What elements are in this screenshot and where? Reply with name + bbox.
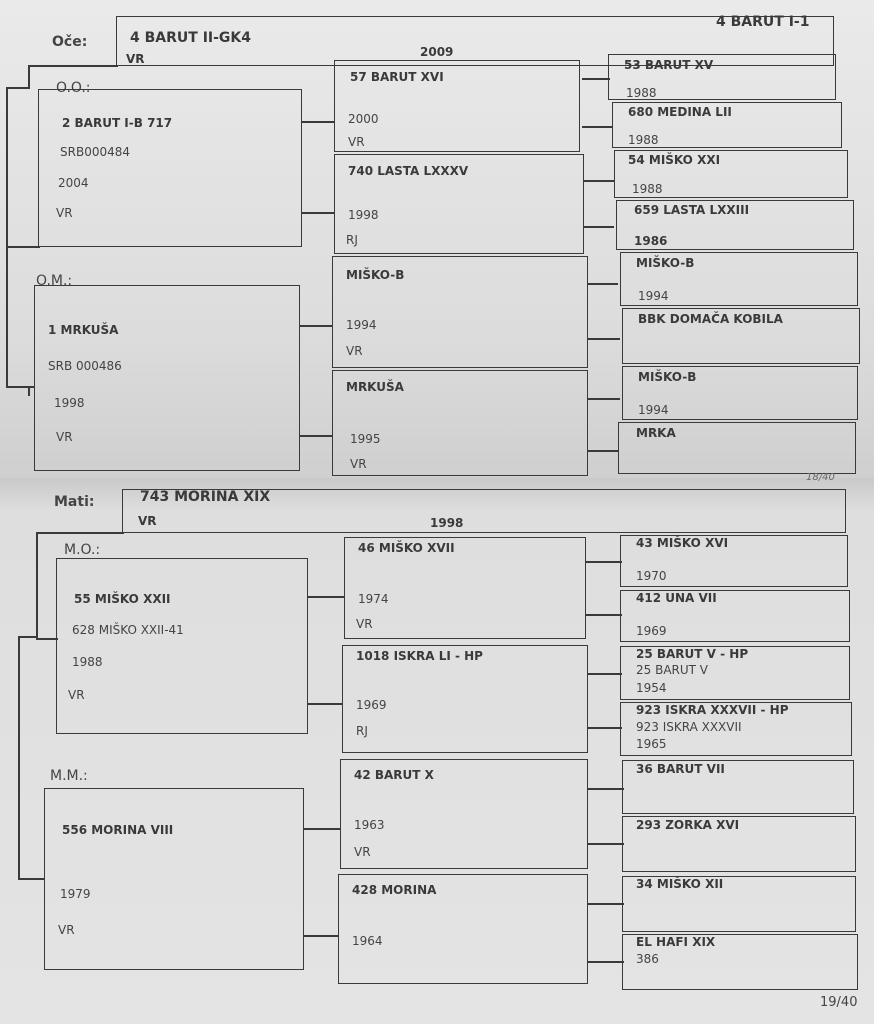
- dam-gen3-1-name: 46 MIŠKO XVII: [358, 541, 455, 555]
- connector: [18, 878, 44, 880]
- connector: [302, 212, 334, 214]
- dam-gen3-1-breed: VR: [356, 617, 373, 631]
- connector: [300, 325, 332, 327]
- connector: [588, 283, 618, 285]
- mf-name: 55 MIŠKO XXII: [74, 592, 171, 606]
- sire-year: 2009: [420, 45, 454, 59]
- dam-gen4-1-name: 43 MIŠKO XVI: [636, 536, 729, 550]
- connector: [584, 180, 614, 182]
- dam-gen3-3-name: 42 BARUT X: [354, 768, 434, 782]
- dam-gen4-3-name: 25 BARUT V - HP: [636, 647, 749, 661]
- ff-label: O.O.:: [56, 80, 91, 96]
- dam-gen4-3-sub: 25 BARUT V: [636, 663, 708, 677]
- sire-gen4-2-year: 1988: [628, 133, 659, 147]
- dam-name: 743 MORINA XIX: [140, 489, 271, 505]
- connector: [586, 614, 622, 616]
- dam-gen3-3-breed: VR: [354, 845, 371, 859]
- page-number-top: 18/40: [806, 472, 835, 483]
- ff-reg: SRB000484: [60, 145, 130, 159]
- fm-year: 1998: [54, 396, 85, 410]
- mm-year: 1979: [60, 887, 91, 901]
- dam-breed: VR: [138, 514, 157, 528]
- sire-gen4-1-name: 53 BARUT XV: [624, 58, 714, 72]
- sire-gen4-2-name: 680 MEDINA LII: [628, 105, 732, 119]
- connector: [308, 703, 342, 705]
- sire-gen3-1-year: 2000: [348, 112, 379, 126]
- ff-name: 2 BARUT I-B 717: [62, 116, 173, 130]
- fm-label: O.M.:: [36, 273, 73, 289]
- sire-gen3-4-name: MRKUŠA: [346, 380, 404, 394]
- connector: [36, 638, 58, 640]
- connector: [588, 673, 622, 675]
- fm-box: [34, 285, 300, 471]
- sire-gen4-7-year: 1994: [638, 403, 669, 417]
- dam-gen4-3-year: 1954: [636, 681, 667, 695]
- dam-gen4-5-name: 36 BARUT VII: [636, 762, 725, 776]
- sire-gen3-1-breed: VR: [348, 135, 365, 149]
- connector: [588, 450, 618, 452]
- sire-gen4-8-name: MRKA: [636, 426, 676, 440]
- mm-breed: VR: [58, 923, 75, 937]
- mm-box: [44, 788, 304, 970]
- connector: [18, 636, 20, 880]
- connector: [588, 338, 620, 340]
- connector: [28, 386, 30, 396]
- mf-label: M.O.:: [64, 542, 101, 558]
- connector: [300, 435, 332, 437]
- fm-reg: SRB 000486: [48, 359, 122, 373]
- sire-gen3-3-breed: VR: [346, 344, 363, 358]
- connector: [28, 65, 118, 67]
- connector: [588, 727, 622, 729]
- sire-gen3-4-breed: VR: [350, 457, 367, 471]
- connector: [588, 788, 624, 790]
- sire-gen3-2-name: 740 LASTA LXXXV: [348, 164, 469, 178]
- sire-gen3-1-name: 57 BARUT XVI: [350, 70, 444, 84]
- sire-gen3-3-year: 1994: [346, 318, 377, 332]
- ff-year: 2004: [58, 176, 89, 190]
- ff-box: [38, 89, 302, 247]
- dam-gen4-8-sub: 386: [636, 952, 659, 966]
- dam-gen4-4-name: 923 ISKRA XXXVII - HP: [636, 703, 789, 717]
- dam-gen4-8-name: EL HAFI XIX: [636, 935, 716, 949]
- connector: [6, 87, 30, 89]
- mm-name: 556 MORINA VIII: [62, 823, 174, 837]
- sire-top-right: 4 BARUT I-1: [716, 14, 810, 30]
- connector: [18, 636, 38, 638]
- dam-gen3-4-name: 428 MORINA: [352, 883, 437, 897]
- sire-gen4-3-name: 54 MIŠKO XXI: [628, 153, 721, 167]
- connector: [588, 398, 620, 400]
- connector: [6, 87, 8, 387]
- connector: [586, 561, 622, 563]
- dam-year: 1998: [430, 516, 464, 530]
- dam-gen4-1-year: 1970: [636, 569, 667, 583]
- dam-gen4-2-name: 412 UNA VII: [636, 591, 717, 605]
- sire-name: 4 BARUT II-GK4: [130, 30, 252, 46]
- page-number-bottom: 19/40: [820, 995, 858, 1010]
- dam-gen3-1-year: 1974: [358, 592, 389, 606]
- connector: [582, 78, 610, 80]
- sire-gen3-2-year: 1998: [348, 208, 379, 222]
- sire-breed: VR: [126, 52, 145, 66]
- sire-gen3-4-year: 1995: [350, 432, 381, 446]
- sire-gen4-4-year: 1986: [634, 234, 668, 248]
- dam-gen3-4-year: 1964: [352, 934, 383, 948]
- sire-gen4-1-year: 1988: [626, 86, 657, 100]
- dam-label: Mati:: [54, 494, 95, 510]
- dam-gen4-7-name: 34 MIŠKO XII: [636, 877, 724, 891]
- dam-gen4-6-name: 293 ZORKA XVI: [636, 818, 740, 832]
- dam-gen4-4-year: 1965: [636, 737, 667, 751]
- mf-breed: VR: [68, 688, 85, 702]
- sire-gen4-7-name: MIŠKO-B: [638, 370, 697, 384]
- sire-gen4-5-name: MIŠKO-B: [636, 256, 695, 270]
- dam-gen3-2-breed: RJ: [356, 724, 368, 738]
- dam-gen3-3-year: 1963: [354, 818, 385, 832]
- mf-reg: 628 MIŠKO XXII-41: [72, 623, 184, 637]
- sire-label: Oče:: [52, 34, 88, 50]
- connector: [588, 903, 624, 905]
- mf-year: 1988: [72, 655, 103, 669]
- dam-gen4-2-year: 1969: [636, 624, 667, 638]
- sire-gen4-6-name: BBK DOMAČA KOBILA: [638, 312, 783, 326]
- sire-gen3-3-name: MIŠKO-B: [346, 268, 405, 282]
- connector: [36, 532, 38, 640]
- ff-breed: VR: [56, 206, 73, 220]
- sire-gen4-5-year: 1994: [638, 289, 669, 303]
- sire-gen4-3-year: 1988: [632, 182, 663, 196]
- sire-gen4-4-name: 659 LASTA LXXIII: [634, 203, 750, 217]
- connector: [308, 596, 344, 598]
- dam-gen4-4-sub: 923 ISKRA XXXVII: [636, 720, 742, 734]
- dam-gen3-2-year: 1969: [356, 698, 387, 712]
- fm-name: 1 MRKUŠA: [48, 323, 119, 337]
- connector: [588, 843, 624, 845]
- fm-breed: VR: [56, 430, 73, 444]
- mm-label: M.M.:: [50, 768, 88, 784]
- connector: [304, 935, 338, 937]
- connector: [582, 126, 612, 128]
- connector: [584, 226, 614, 228]
- connector: [304, 828, 340, 830]
- connector: [8, 246, 40, 248]
- dam-gen3-2-name: 1018 ISKRA LI - HP: [356, 649, 483, 663]
- mf-box: [56, 558, 308, 734]
- connector: [28, 65, 30, 87]
- connector: [588, 961, 624, 963]
- connector: [302, 121, 334, 123]
- sire-gen3-2-breed: RJ: [346, 233, 358, 247]
- connector: [36, 532, 124, 534]
